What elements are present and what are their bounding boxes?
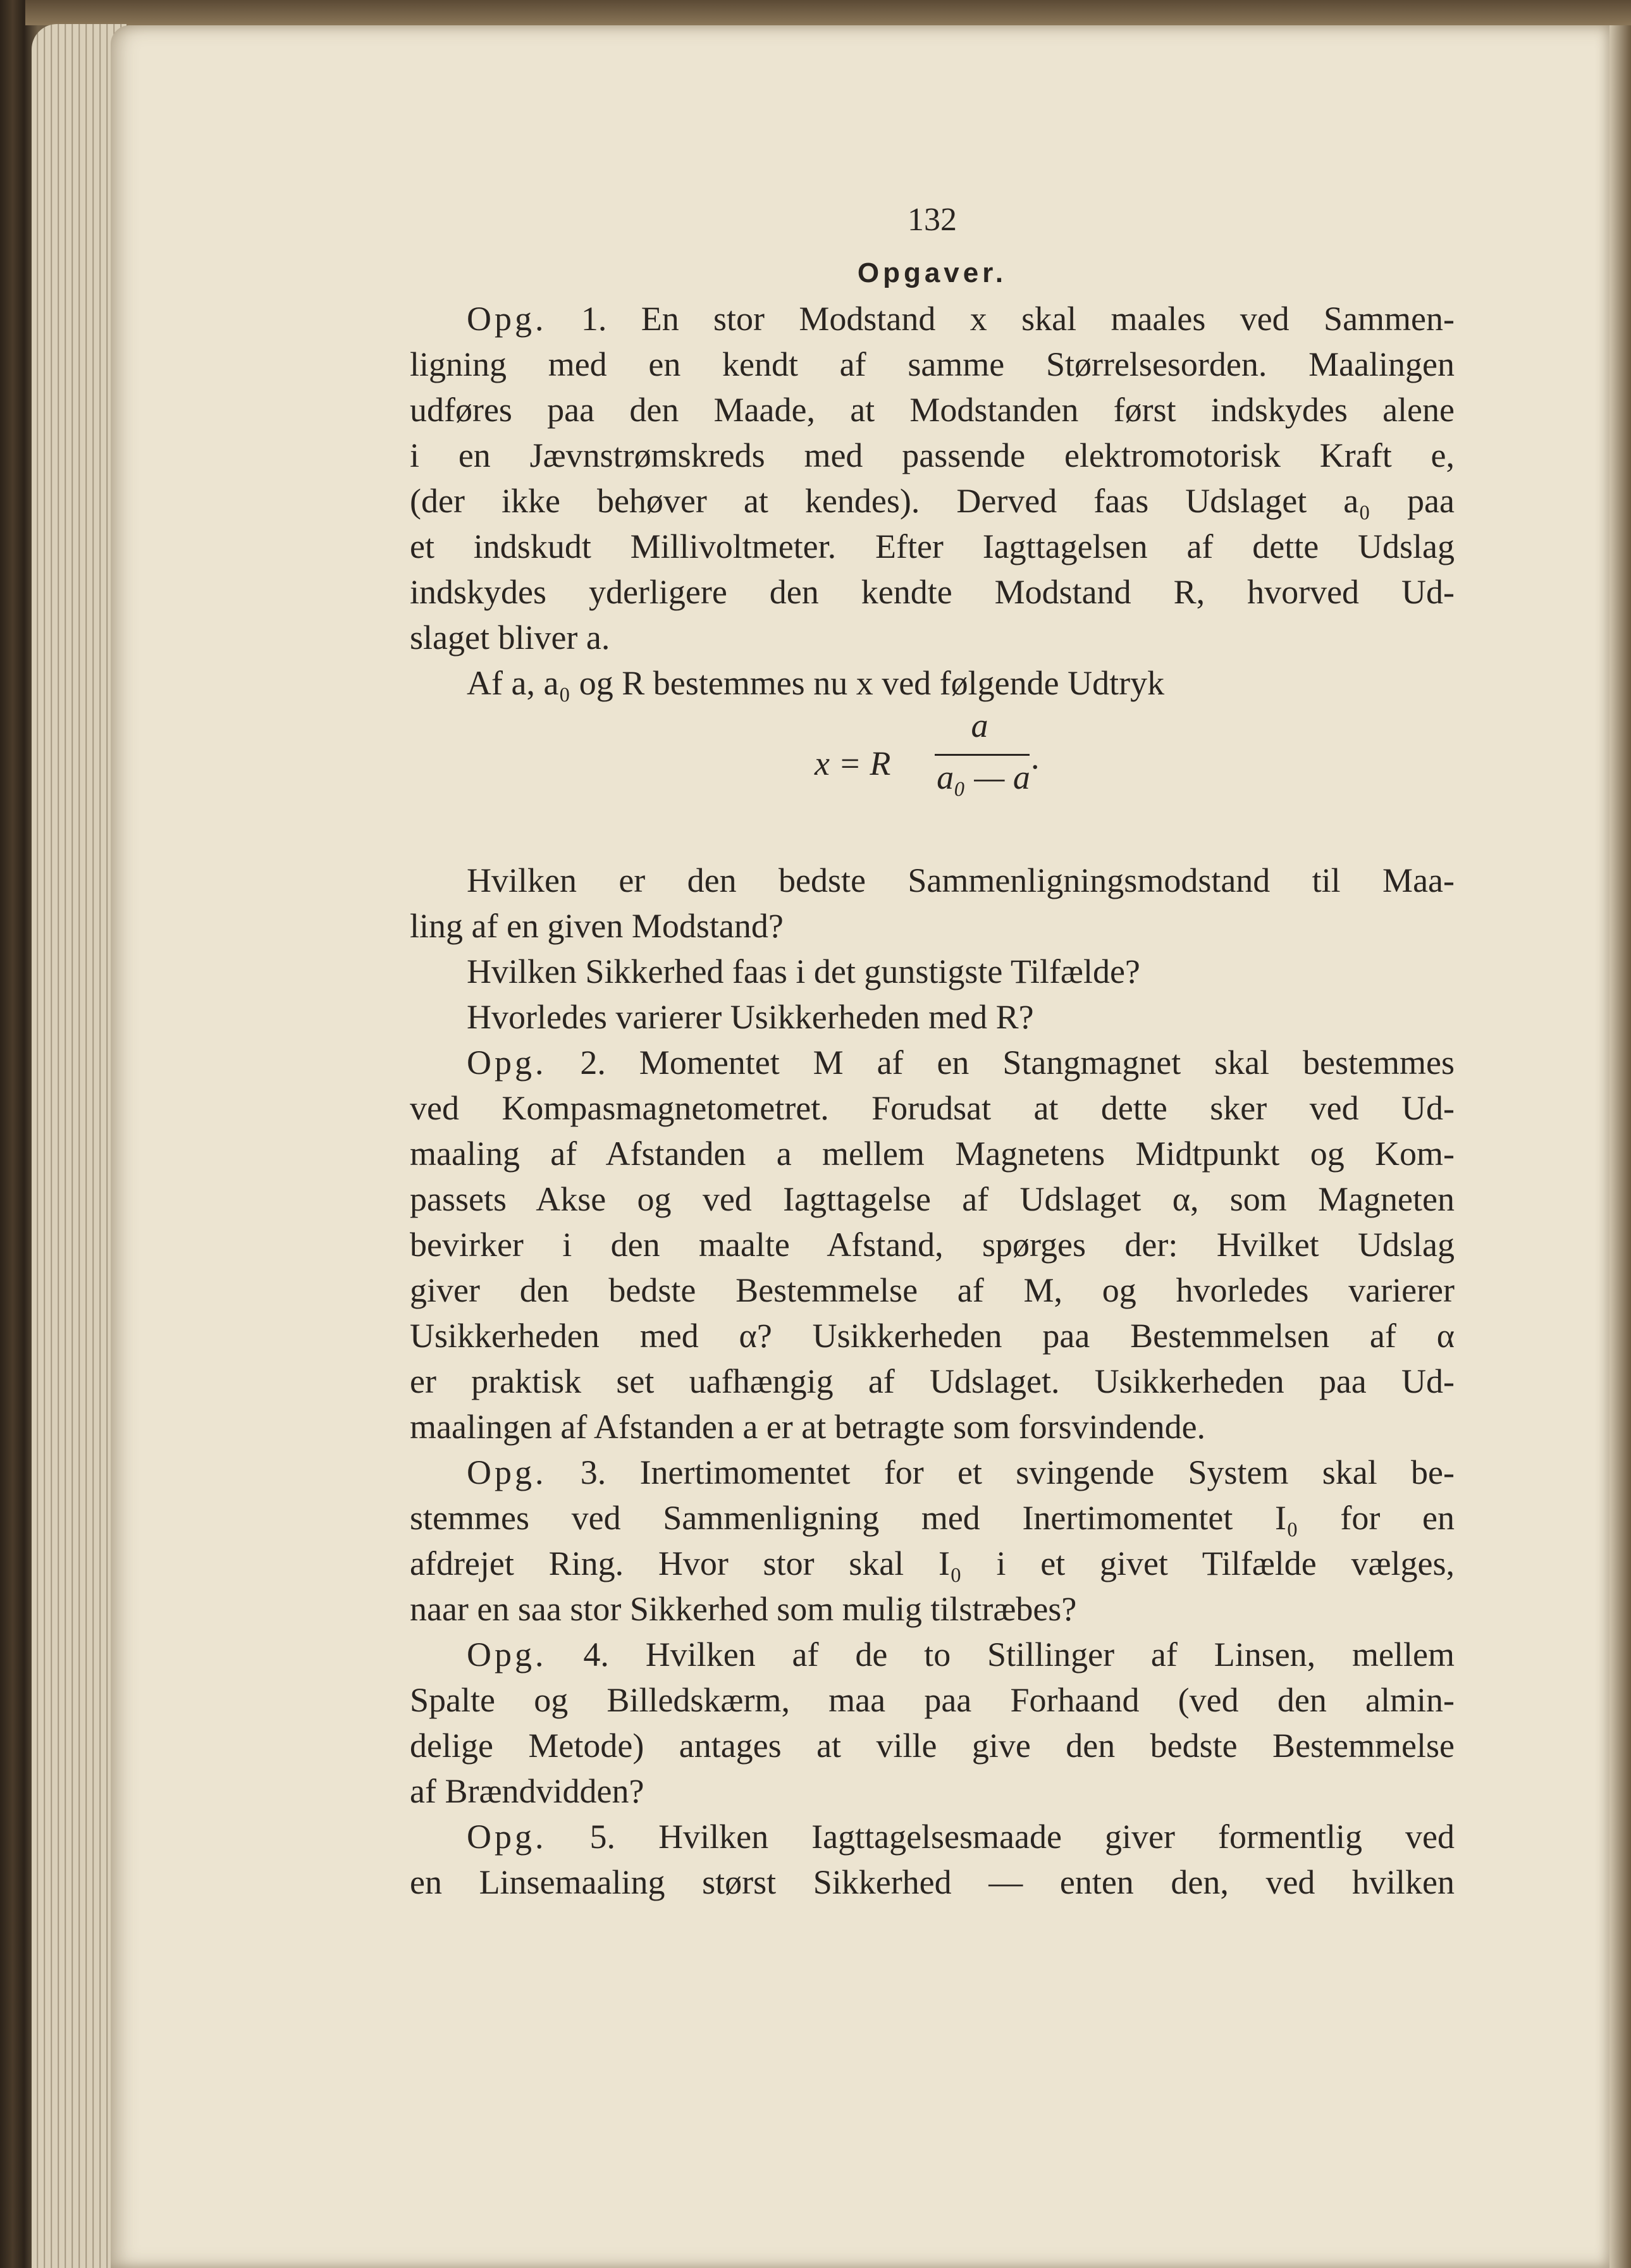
exercise-1-line: et indskudt Millivoltmeter. Efter Iagttagelsen af dette Udslag [410, 527, 1455, 565]
exercise-5-line: Opg. 5. Hvilken Iagttagelsesmaade giver formentlig ved [467, 1818, 1455, 1856]
exercise-1 [410, 296, 1455, 706]
exercise-3-line: naar en saa stor Sikkerhed som mulig tilstræbes? [410, 1590, 1077, 1628]
exercise-3-line: afdrejet Ring. Hvor stor skal I₀ i et givet Tilfælde vælges, [410, 1544, 1455, 1582]
exercise-2-line: maalingen af Afstanden a er at betragte som forsvindende. [410, 1408, 1206, 1446]
exercise-2-line: passets Akse og ved Iagttagelse af Udslaget α, som Magneten [410, 1180, 1455, 1218]
exercise-5 [410, 1814, 1455, 1905]
exercise-1-line: (der ikke behøver at kendes). Derved faas Udslaget a₀ paa [410, 482, 1455, 520]
formula-denominator: a₀ — a [937, 758, 1030, 796]
exercise-5-label: Opg. [467, 1818, 547, 1856]
exercise-4-line: af Brændvidden? [410, 1772, 644, 1810]
exercise-1-line: slaget bliver a. [410, 619, 610, 656]
exercise-2-label: Opg. [467, 1044, 547, 1082]
exercise-3-label: Opg. [467, 1453, 547, 1491]
exercise-2 [410, 1040, 1455, 1450]
formula-end: . [1031, 738, 1040, 776]
exercise-4 [410, 1632, 1455, 1814]
exercise-5-line: en Linsemaaling størst Sikkerhed — enten den, ved hvilken [410, 1863, 1455, 1901]
question-line: Hvilken er den bedste Sammenligningsmodstand til Maa- [467, 861, 1455, 899]
question-line: Hvorledes varierer Usikkerheden med R? [467, 998, 1034, 1036]
exercise-4-label: Opg. [467, 1636, 547, 1673]
formula [410, 706, 1455, 832]
question-line: Hvilken Sikkerhed faas i det gunstigste Tilfælde? [467, 952, 1140, 990]
gutter-right [1609, 25, 1631, 2268]
exercise-4-line: delige Metode) antages at ville give den bedste Bestemmelse [410, 1727, 1455, 1765]
fraction-bar [935, 754, 1030, 756]
section-heading: Opgaver. [857, 257, 1007, 288]
exercise-4-line: Opg. 4. Hvilken af de to Stillinger af Linsen, mellem [467, 1636, 1455, 1673]
exercise-1-line: indskydes yderligere den kendte Modstand R, hvorved Ud- [410, 573, 1455, 611]
exercise-1-line: udføres paa den Maade, at Modstanden først indskydes alene [410, 391, 1455, 429]
exercise-3-line: stemmes ved Sammenligning med Inertimomentet I₀ for en [410, 1499, 1455, 1537]
exercise-2-line: er praktisk set uafhængig af Udslaget. Usikkerheden paa Ud- [410, 1362, 1455, 1400]
exercise-1-questions [410, 858, 1455, 1040]
exercise-2-line: Opg. 2. Momentet M af en Stangmagnet skal bestemmes [467, 1044, 1455, 1082]
formula-lhs: x = R [815, 744, 891, 782]
exercise-3 [410, 1450, 1455, 1632]
page-number: 132 [908, 202, 957, 238]
exercise-2-line: maaling af Afstanden a mellem Magnetens Midtpunkt og Kom- [410, 1135, 1455, 1173]
exercise-1-line: Opg. 1. En stor Modstand x skal maales ved Sammen- [467, 300, 1455, 338]
question-line: ling af en given Modstand? [410, 907, 784, 945]
exercise-2-line: ved Kompasmagnetometret. Forudsat at dette sker ved Ud- [410, 1089, 1455, 1127]
book-cover-top-edge [25, 0, 1631, 25]
formula-intro: Af a, a₀ og R bestemmes nu x ved følgende Udtryk [467, 664, 1165, 702]
exercise-2-line: Usikkerheden med α? Usikkerheden paa Bestemmelsen af α [410, 1317, 1455, 1355]
exercise-1-line: ligning med en kendt af samme Størrelsesorden. Maalingen [410, 345, 1455, 383]
exercise-2-line: bevirker i den maalte Afstand, spørges der: Hvilket Udslag [410, 1226, 1455, 1264]
exercise-1-label: Opg. [467, 300, 547, 338]
exercise-3-line: Opg. 3. Inertimomentet for et svingende System skal be- [467, 1453, 1455, 1491]
exercise-4-line: Spalte og Billedskærm, maa paa Forhaand (ved den almin- [410, 1681, 1455, 1719]
formula-numerator: a [971, 706, 988, 744]
page-text [410, 190, 1455, 1905]
exercise-1-line: i en Jævnstrømskreds med passende elektromotorisk Kraft e, [410, 436, 1455, 474]
exercise-2-line: giver den bedste Bestemmelse af M, og hvorledes varierer [410, 1271, 1455, 1309]
